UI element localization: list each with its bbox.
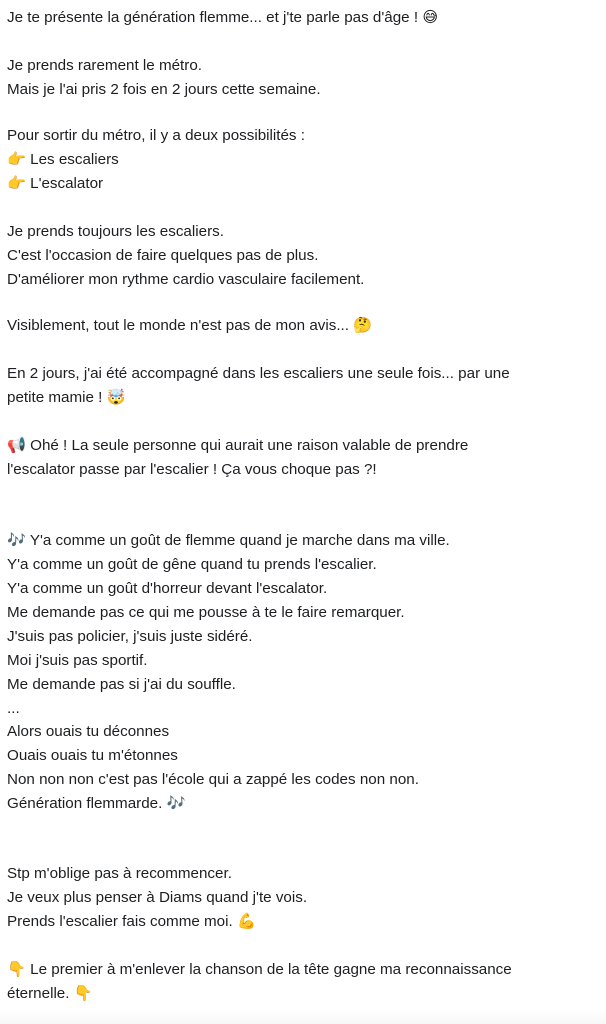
post-line: C'est l'occasion de faire quelques pas de plus. [7, 247, 319, 264]
post-line-bullet: 👉 Les escaliers [7, 151, 119, 168]
post-line: 👇 Le premier à m'enlever la chanson de la tête gagne ma reconnaissance [7, 961, 512, 978]
post-line: éternelle. 👇 [7, 985, 93, 1002]
post-line: Stp m'oblige pas à recommencer. [7, 865, 232, 882]
post-line-bullet: 👉 L'escalator [7, 175, 104, 192]
song-line: Ouais ouais tu m'étonnes [7, 747, 178, 764]
post-line: Mais je l'ai pris 2 fois en 2 jours cette semaine. [7, 81, 321, 98]
song-line: Me demande pas ce qui me pousse à te le faire remarquer. [7, 604, 405, 621]
post-line: Visiblement, tout le monde n'est pas de mon avis... 🤔 [7, 317, 373, 334]
song-line: Y'a comme un goût de gêne quand tu prends l'escalier. [7, 556, 377, 573]
post-line: Je prends rarement le métro. [7, 57, 202, 74]
post-line: Je prends toujours les escaliers. [7, 223, 224, 240]
song-line: J'suis pas policier, j'suis juste sidéré. [7, 628, 253, 645]
post-line: Je veux plus penser à Diams quand j'te vois. [7, 889, 308, 906]
post-line: petite mamie ! 🤯 [7, 389, 126, 406]
song-line: Me demande pas si j'ai du souffle. [7, 676, 236, 693]
song-line: Moi j'suis pas sportif. [7, 652, 148, 669]
post-line: l'escalator passe par l'escalier ! Ça vous choque pas ?! [7, 461, 377, 478]
post-line: Pour sortir du métro, il y a deux possibilités : [7, 127, 305, 144]
post-line-intro: Je te présente la génération flemme... et j'te parle pas d'âge ! 😅 [7, 9, 439, 26]
song-line: Alors ouais tu déconnes [7, 723, 170, 740]
post-line: En 2 jours, j'ai été accompagné dans les escaliers une seule fois... par une [7, 365, 510, 382]
song-line: ... [7, 700, 20, 717]
song-line: Non non non c'est pas l'école qui a zappé les codes non non. [7, 771, 419, 788]
song-line: Y'a comme un goût d'horreur devant l'escalator. [7, 580, 328, 597]
bottom-divider [0, 1010, 606, 1024]
song-line: Génération flemmarde. 🎶 [7, 795, 186, 812]
post-line: 📢 Ohé ! La seule personne qui aurait une raison valable de prendre [7, 437, 469, 454]
song-line: 🎶 Y'a comme un goût de flemme quand je marche dans ma ville. [7, 532, 450, 549]
post-line: Prends l'escalier fais comme moi. 💪 [7, 913, 256, 930]
post-line: D'améliorer mon rythme cardio vasculaire facilement. [7, 271, 365, 288]
